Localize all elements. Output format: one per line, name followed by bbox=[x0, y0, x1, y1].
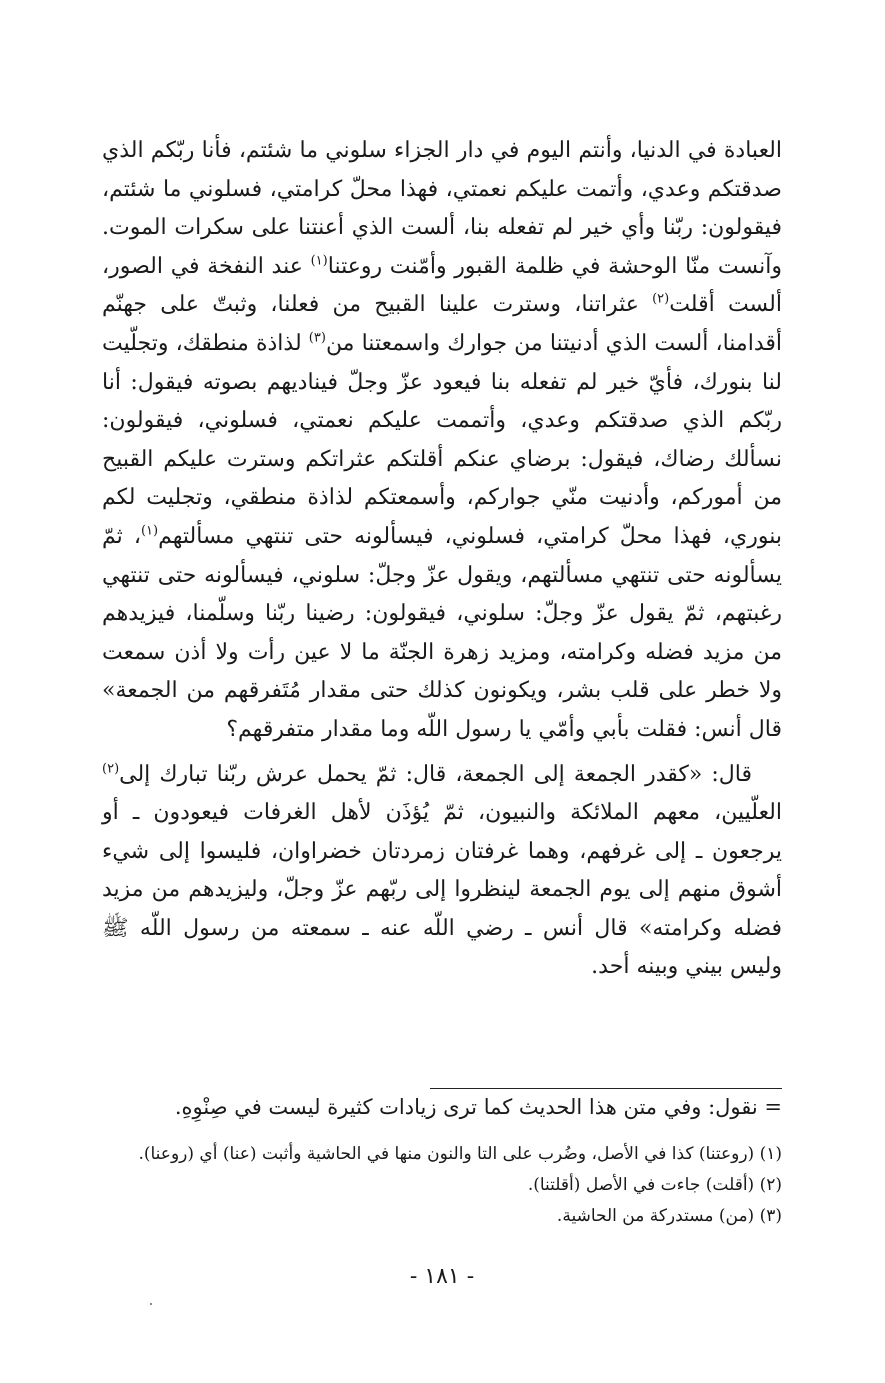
continued-footnote: = نقول: وفي متن هذا الحديث كما ترى زيادات كثيرة ليست في صِنْوِهِ. bbox=[174, 1095, 782, 1119]
text-line: قال: «كقدر الجمعة إلى الجمعة، قال: ثمّ يحمل عرش ربّنا تبارك إلى bbox=[119, 761, 752, 787]
paragraph-1 bbox=[102, 132, 782, 750]
page-number: - ١٨١ - bbox=[409, 1264, 475, 1289]
text-line: ألست أقلت bbox=[669, 292, 782, 318]
text-line: عند النفخة في الصور، bbox=[102, 253, 311, 279]
text-line: أقدامنا، ألست الذي أدنيتنا من جوارك واسمعتنا من bbox=[325, 330, 783, 356]
text-line: يرجعون ـ إلى غرفهم، وهما غرفتان زمردتان خضراوان، فليسوا إلى شيء أشوق bbox=[102, 838, 783, 903]
footnote-ref-3: (٣) bbox=[308, 330, 326, 346]
text-line: يسألونه حتى تنتهي مسألتهم، ويقول عزّ وجلّ: سلوني، فيسألونه حتى تنتهي bbox=[102, 562, 783, 588]
text-line: العلّيين، معهم الملائكة والنبيون، ثمّ يُؤذَن لأهل الغرفات فيعودون ـ أو bbox=[102, 800, 782, 826]
text-line: من أموركم، وأدنيت منّي جواركم، وأسمعتكم لذاذة منطقي، وتجليت لكم bbox=[102, 485, 782, 511]
main-text bbox=[102, 132, 782, 987]
text-line: نسألك رضاك، فيقول: برضاي عنكم أقلتكم عثراتكم وسترت عليكم القبيح bbox=[102, 446, 782, 472]
footnote-1: (١) (روعتنا) كذا في الأصل، وضُرب على التا والنون منها في الحاشية وأثبت (عنا) أي (روعنا). bbox=[138, 1144, 782, 1164]
footnote-3: (٣) (من) مستدركة من الحاشية. bbox=[556, 1206, 782, 1226]
text-line: منهم إلى يوم الجمعة لينظروا إلى ربّهم عزّ وجلّ، وليزيدهم من مزيد فضله bbox=[102, 877, 782, 941]
footnote-ref-1: (١) bbox=[310, 253, 328, 269]
text-line: أحد. bbox=[591, 954, 630, 980]
text-line: ، ثمّ bbox=[102, 523, 141, 549]
text-line: لذاذة منطقك، وتجلّيت bbox=[102, 330, 309, 356]
paragraph-2 bbox=[102, 756, 782, 988]
footnote-2: (٢) (أقلت) جاءت في الأصل (أقلتنا). bbox=[527, 1175, 782, 1195]
text-line: العبادة في الدنيا، وأنتم اليوم في دار الجزاء سلوني ما شئتم، فأنا ربّكم الذي bbox=[102, 138, 782, 163]
text-line: من مزيد فضله وكرامته، ومزيد زهرة الجنّة ما لا عين رأت ولا أذن سمعت ولا bbox=[102, 639, 782, 704]
text-line: صدقتكم وعدي، وأتمت عليكم نعمتي، فهذا محلّ كرامتي، فسلوني ما شئتم، bbox=[102, 176, 782, 202]
text-line: رغبتهم، ثمّ يقول عزّ وجلّ: سلوني، فيقولون: رضينا ربّنا وسلّمنا، فيزيدهم bbox=[102, 601, 782, 627]
footnote-ref-5: (٢) bbox=[102, 761, 120, 777]
text-line: أنس: فقلت بأبي وأمّي يا رسول اللّه وما مقدار متفرقهم؟ bbox=[226, 716, 742, 742]
scan-speck bbox=[150, 1303, 152, 1305]
text-line: بنوري، فهذا محلّ كرامتي، فسلوني، فيسألونه حتى تنتهي مسألتهم bbox=[158, 523, 783, 549]
text-line: وآنست منّا الوحشة في ظلمة القبور وأمّنت روعتنا bbox=[327, 253, 783, 279]
text-line: عثراتنا، وسترت علينا القبيح من فعلنا، وثبتّ على جهنّم bbox=[102, 292, 653, 318]
footnotes bbox=[102, 1139, 782, 1232]
text-line: ربّكم الذي صدقتكم وعدي، وأتممت عليكم نعمتي، فسلوني، فيقولون: bbox=[102, 408, 782, 434]
footnote-ref-2: (٢) bbox=[652, 292, 670, 308]
footnote-ref-4: (١) bbox=[140, 523, 159, 539]
text-line: فيقولون: ربّنا وأي خير لم تفعله بنا، ألست الذي أعنتنا على سكرات الموت. bbox=[102, 215, 782, 241]
text-line: وكرامته» قال أنس ـ رضي اللّه عنه ـ سمعته من رسول اللّه ﷺ وليس بيني وبينه bbox=[102, 915, 782, 980]
text-line: خطر على قلب بشر، ويكونون كذلك حتى مقدار مُتَفرقهم من الجمعة» قال bbox=[102, 678, 782, 742]
text-line: لنا بنورك، فأيّ خير لم تفعله بنا فيعود عزّ وجلّ فيناديهم بصوته فيقول: أنا bbox=[102, 369, 782, 395]
